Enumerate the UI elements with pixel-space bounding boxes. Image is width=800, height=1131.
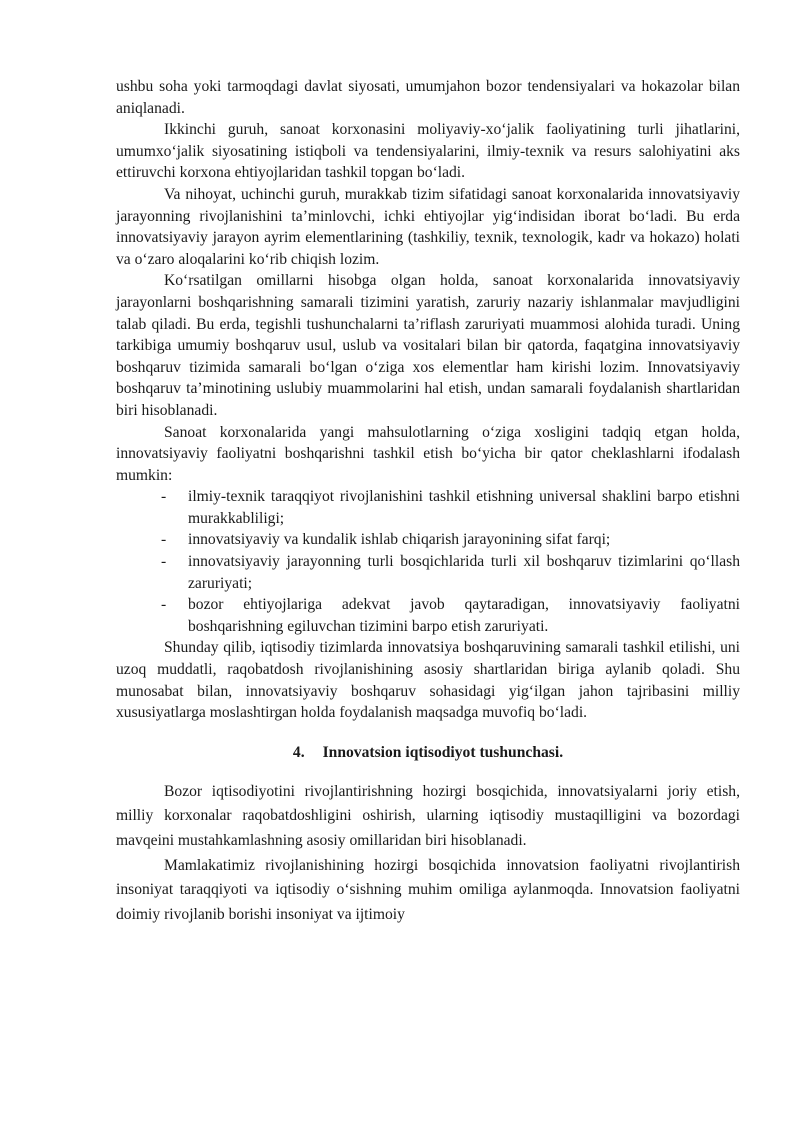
list-item-text: innovatsiyaviy va kundalik ishlab chiqarish jarayonining sifat farqi; [188, 531, 611, 549]
list-item-text: bozor ehtiyojlariga adekvat javob qaytaradigan, innovatsiyaviy faoliyatni boshqarishning egiluvchan tizimini barpo etish zaruriyati. [188, 596, 740, 635]
paragraph-continuation: ushbu soha yoki tarmoqdagi davlat siyosati, umumjahon bozor tendensiyalari va hokazolar bilan aniqlanadi. [116, 78, 740, 117]
paragraph-development: Mamlakatimiz rivojlanishining hozirgi bosqichida innovatsion faoliyatni rivojlantirish insoniyat taraqqiyoti va iqtisodiy o‘sishning muhim omiliga aylanmoqda. Innovatsion faoliyatni doimiy rivojlanib borishi insoniyat va ijtimoiy [116, 856, 740, 923]
section-heading [116, 742, 740, 764]
list-item-text: ilmiy-texnik taraqqiyot rivojlanishini tashkil etishning universal shaklini barpo etishni murakkabliligi; [188, 488, 740, 527]
list-item [161, 594, 740, 637]
restrictions-list [116, 486, 740, 637]
section-body [116, 780, 740, 928]
list-item [161, 486, 740, 529]
list-item-text: innovatsiyaviy jarayonning turli bosqichlarida turli xil boshqaruv tizimlarini qo‘llash zaruriyati; [188, 553, 740, 592]
section-number: 4. [292, 743, 305, 761]
paragraph-third-group: Va nihoyat, uchinchi guruh, murakkab tizim sifatidagi sanoat korxonalarida innovatsiyaviy jarayonning rivojlanishini ta’minlovchi, ichki ehtiyojlar yig‘indisidan iborat bo‘ladi. Bu erda innovatsiyaviy jarayon ayrim elementlarining (tashkiliy, texnik, texnologik, kadr va hokazo) holati va o‘zaro aloqalarini ko‘rib chiqish lozim. [116, 185, 740, 268]
section-title: Innovatsion iqtisodiyot tushunchasi. [322, 743, 564, 761]
paragraph-market-economy: Bozor iqtisodiyotini rivojlantirishning hozirgi bosqichida, innovatsiyalarni joriy etish, milliy korxonalar raqobatdoshligini oshirish, ularning iqtisodiy mustaqilligini va bozordagi mavqeini mustahkamlashning asosiy omillaridan biri hisoblanadi. [116, 782, 740, 849]
paragraph-factors: Ko‘rsatilgan omillarni hisobga olgan holda, sanoat korxonalarida innovatsiyaviy jarayonlarni boshqarishning samarali tizimini yaratish, zaruriy nazariy ishlanmalar mavjudligini talab qiladi. Bu erda, tegishli tushunchalarni ta’riflash zaruriyati muammosi alohida turadi. Uning tarkibiga umumiy boshqaruv usul, uslub va vositalari bilan bir qatorda, faqatgina innovatsiyaviy boshqaruv tizimida samarali bo‘lgan o‘ziga xos elementlar ham kirishi lozim. Innovatsiyaviy boshqaruv ta’minotining uslubiy muammolarini hal etish, undan samarali foydalanish shartlaridan biri hisoblanadi. [116, 272, 740, 419]
list-dash: - [161, 553, 167, 571]
list-dash: - [161, 596, 167, 614]
list-dash: - [161, 531, 167, 549]
list-item [161, 529, 740, 551]
paragraph-second-group: Ikkinchi guruh, sanoat korxonasini moliyaviy-xo‘jalik faoliyatining turli jihatlarini, umumxo‘jalik siyosatining istiqboli va tendensiyalarini, ilmiy-texnik va resurs salohiyatini aks ettiruvchi korxona ehtiyojlaridan tashkil topgan bo‘ladi. [116, 121, 740, 182]
list-dash: - [161, 488, 167, 506]
paragraph-conclusion: Shunday qilib, iqtisodiy tizimlarda innovatsiya boshqaruvining samarali tashkil etilishi, uni uzoq muddatli, raqobatdosh rivojlanishining asosiy shartlaridan biriga aylanib qoladi. Shu munosabat bilan, innovatsiyaviy boshqaruv sohasidagi yig‘ilgan jahon tajribasini milliy xususiyatlarga moslashtirgan holda foydalanish maqsadga muvofiq bo‘ladi. [116, 639, 740, 722]
paragraph-restrictions-intro: Sanoat korxonalarida yangi mahsulotlarning o‘ziga xosligini tadqiq etgan holda, innovatsiyaviy faoliyatni boshqarishni tashkil etish bo‘yicha bir qator cheklashlarni ifodalash mumkin: [116, 423, 740, 484]
list-item [161, 551, 740, 594]
